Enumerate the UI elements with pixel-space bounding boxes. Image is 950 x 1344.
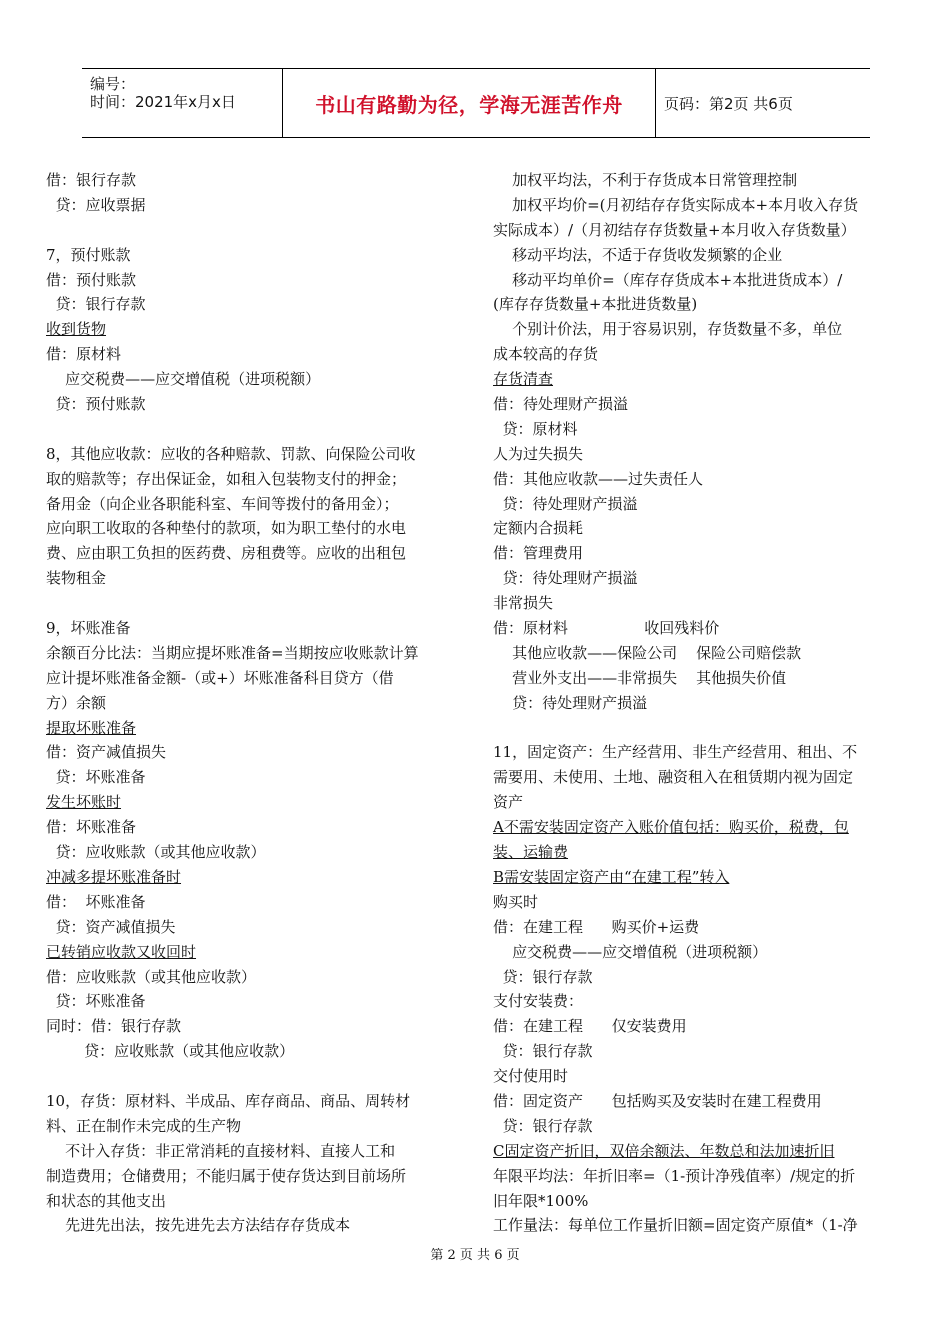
- text-line: 冲减多提坏账准备时: [46, 867, 182, 886]
- text-line: 取的赔款等；存出保证金，如租入包装物支付的押金；: [46, 469, 407, 488]
- text-line: 贷：待处理财产损溢: [493, 494, 638, 513]
- text-line: 借：其他应收款——过失责任人: [493, 469, 704, 488]
- header-motto: 书山有路勤为径，学海无涯苦作舟: [315, 92, 623, 117]
- text-line: 贷：银行存款: [46, 295, 146, 314]
- text-line: 应交税费——应交增值税（进项税额）: [46, 370, 321, 389]
- text-line: 11，固定资产：生产经营用、非生产经营用、租出、不: [493, 743, 858, 762]
- text-line: 交付使用时: [493, 1067, 569, 1086]
- page-footer: 第 2 页 共 6 页: [430, 1248, 520, 1263]
- text-line: 同时：借：银行存款: [46, 1017, 182, 1036]
- text-line: 借：在建工程 仅安装费用: [493, 1017, 687, 1036]
- text-line: 需要用、未使用、土地、融资租入在租赁期内视为固定: [493, 768, 854, 787]
- text-line: 借：原材料 收回残料价: [493, 619, 720, 638]
- header-page-number: 页码：第2页 共6页: [664, 94, 793, 113]
- header-motto-cell: [282, 69, 656, 137]
- text-line: 7，预付账款: [46, 245, 131, 264]
- text-line: 借：固定资产 包括购买及安装时在建工程费用: [493, 1091, 822, 1110]
- text-line: 借：管理费用: [493, 544, 584, 563]
- text-line: 移动平均法，不适于存货收发频繁的企业: [493, 245, 783, 264]
- text-line: 先进先出法，按先进先去方法结存存货成本: [46, 1216, 351, 1235]
- text-line: 8，其他应收款：应收的各种赔款、罚款、向保险公司收: [46, 444, 416, 463]
- text-line: 贷：资产减值损失: [46, 917, 176, 936]
- text-line: (库存存货数量+本批进货数量): [493, 295, 698, 314]
- text-line: 提取坏账准备: [46, 718, 137, 737]
- blank-line: [46, 1064, 460, 1089]
- text-line: 借：银行存款: [46, 171, 137, 189]
- text-line: 年限平均法：年折旧率=（1-预计净残值率）/规定的折: [493, 1166, 856, 1185]
- document-time-label: 时间：2021年x月x日: [90, 93, 236, 111]
- left-column: [46, 168, 460, 1238]
- text-line: C固定资产折旧，双倍余额法、年数总和法加速折旧: [493, 1141, 835, 1160]
- text-line: 收到货物: [46, 320, 107, 339]
- text-line: 借：坏账准备: [46, 818, 137, 837]
- header-page-cell: [654, 69, 880, 137]
- text-line: 和状态的其他支出: [46, 1191, 167, 1210]
- text-line: 装、运输费: [493, 843, 569, 862]
- text-line: 贷：应收账款（或其他应收款）: [46, 1042, 295, 1061]
- document-number-label: 编号：: [90, 75, 136, 93]
- text-line: 借：预付账款: [46, 270, 137, 289]
- text-line: 个别计价法，用于容易识别，存货数量不多，单位: [493, 320, 843, 339]
- text-line: 贷：待处理财产损溢: [493, 693, 648, 712]
- text-line: 装物租金: [46, 569, 107, 588]
- right-column: [493, 168, 906, 1238]
- text-line: 借：资产减值损失: [46, 743, 167, 762]
- text-line: 贷：坏账准备: [46, 992, 146, 1011]
- header-meta: [82, 69, 282, 137]
- blank-line: [46, 591, 460, 616]
- text-line: 加权平均法，不利于存货成本日常管理控制: [493, 171, 798, 189]
- text-line: 加权平均价=(月初结存存货实际成本+本月收入存货: [493, 195, 859, 214]
- text-line: 已转销应收款又收回时: [46, 942, 197, 961]
- text-line: 营业外支出——非常损失 其他损失价值: [493, 668, 787, 687]
- text-line: 人为过失损失: [493, 444, 584, 463]
- text-line: 应计提坏账准备金额-（或+）坏账准备科目贷方（借: [46, 668, 394, 687]
- text-line: 贷：应收账款（或其他应收款）: [46, 843, 266, 862]
- text-line: 备用金（向企业各职能科室、车间等拨付的备用金）；: [46, 494, 399, 513]
- text-line: 贷：原材料: [493, 419, 578, 438]
- text-line: 实际成本）/（月初结存存货数量+本月收入存货数量）: [493, 220, 856, 239]
- text-line: B需安装固定资产由“在建工程”转入: [493, 867, 730, 886]
- blank-line: [493, 716, 906, 741]
- text-line: 移动平均单价=（库存存货成本+本批进货成本）/: [493, 270, 843, 289]
- text-line: 余额百分比法：当期应提坏账准备=当期按应收账款计算: [46, 643, 419, 662]
- text-line: 应向职工收取的各种垫付的款项，如为职工垫付的水电: [46, 519, 407, 538]
- text-line: A不需安装固定资产入账价值包括：购买价，税费，包: [493, 818, 849, 837]
- text-line: 贷：预付账款: [46, 395, 146, 414]
- text-line: 料、正在制作未完成的生产物: [46, 1116, 242, 1135]
- text-line: 支付安装费：: [493, 992, 584, 1011]
- text-line: 借：待处理财产损溢: [493, 395, 629, 414]
- text-line: 贷：待处理财产损溢: [493, 569, 638, 588]
- text-line: 贷：坏账准备: [46, 768, 146, 787]
- text-line: 9，坏账准备: [46, 619, 131, 638]
- text-line: 购买时: [493, 892, 539, 911]
- text-line: 制造费用；仓储费用；不能归属于使存货达到目前场所: [46, 1166, 407, 1185]
- text-line: 定额内合损耗: [493, 519, 584, 538]
- text-line: 费、应由职工负担的医药费、房租费等。应收的出租包: [46, 544, 407, 563]
- text-line: 成本较高的存货: [493, 345, 599, 364]
- text-line: 借：在建工程 购买价+运费: [493, 917, 700, 936]
- text-line: 旧年限*100%: [493, 1191, 589, 1210]
- text-line: 其他应收款——保险公司 保险公司赔偿款: [493, 643, 802, 662]
- text-line: 应交税费——应交增值税（进项税额）: [493, 942, 768, 961]
- text-line: 不计入存货：非正常消耗的直接材料、直接人工和: [46, 1141, 396, 1160]
- text-line: 贷：应收票据: [46, 195, 146, 214]
- text-line: 非常损失: [493, 594, 554, 613]
- blank-line: [46, 417, 460, 442]
- text-line: 贷：银行存款: [493, 1042, 593, 1061]
- text-line: 10，存货：原材料、半成品、库存商品、商品、周转材: [46, 1091, 411, 1110]
- text-line: 工作量法：每单位工作量折旧额=固定资产原值*（1-净: [493, 1216, 858, 1235]
- text-line: 贷：银行存款: [493, 967, 593, 986]
- text-line: 贷：银行存款: [493, 1116, 593, 1135]
- text-line: 借：原材料: [46, 345, 122, 364]
- text-line: 发生坏账时: [46, 793, 122, 812]
- text-line: 方）余额: [46, 693, 107, 712]
- text-line: 资产: [493, 793, 524, 812]
- text-line: 借：应收账款（或其他应收款）: [46, 967, 257, 986]
- text-line: 存货清查: [493, 370, 554, 389]
- page-header: [82, 68, 870, 138]
- blank-line: [46, 218, 460, 243]
- text-line: 借： 坏账准备: [46, 892, 146, 911]
